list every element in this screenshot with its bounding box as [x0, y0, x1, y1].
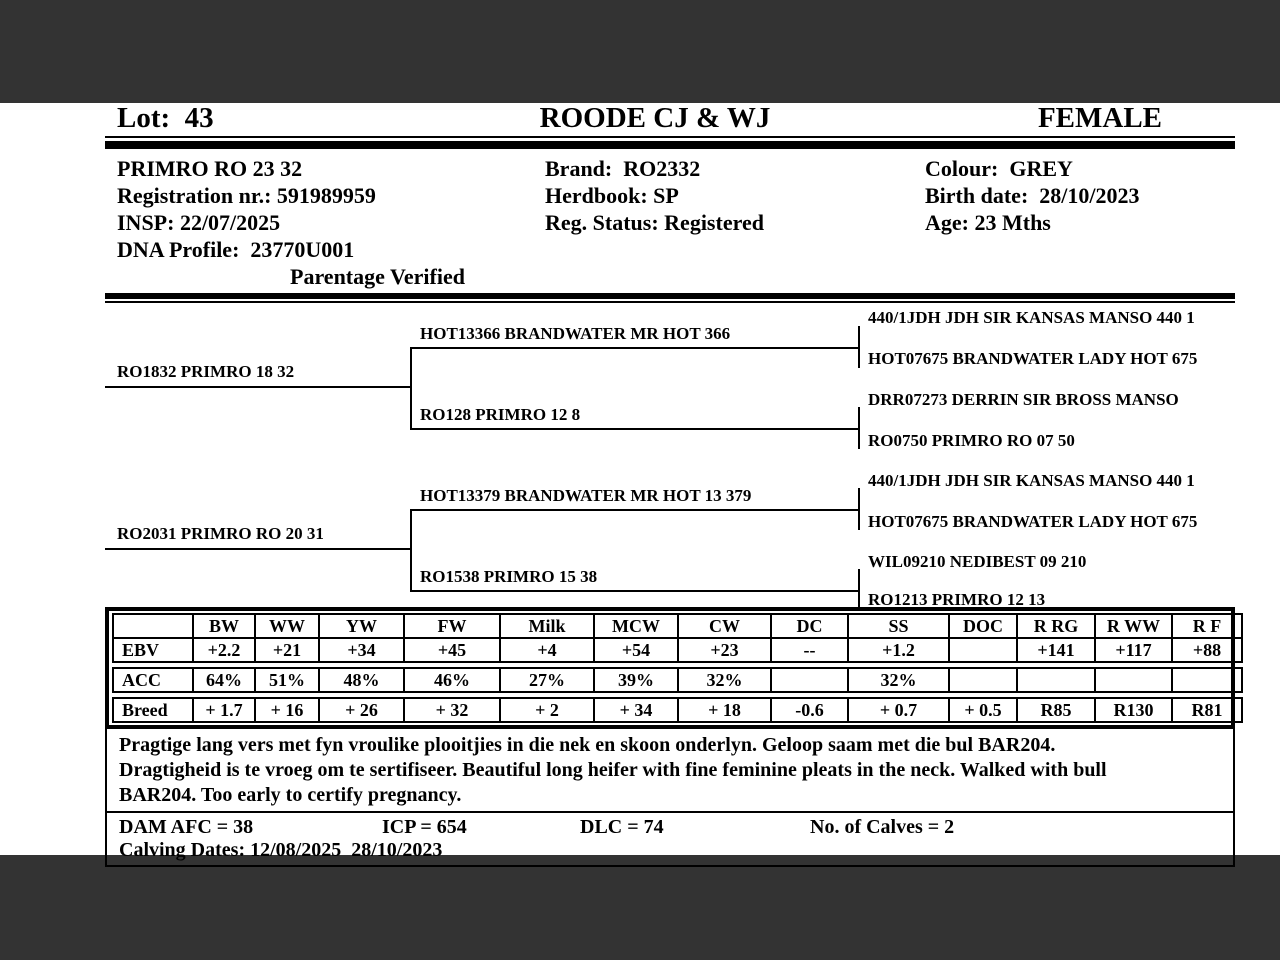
pedigree-dam-dam: RO1538 PRIMRO 15 38 — [420, 567, 598, 586]
pedigree-line — [410, 509, 412, 592]
catalog-page — [105, 103, 1235, 867]
pedigree-great-grandparent: 440/1JDH JDH SIR KANSAS MANSO 440 1 — [868, 471, 1195, 490]
acc-cell — [1172, 668, 1242, 692]
ebv-cell: +117 — [1095, 638, 1172, 662]
header-rule — [105, 136, 1235, 149]
age: Age: 23 Mths — [925, 210, 1051, 235]
acc-cell — [949, 668, 1017, 692]
breed-row-table — [112, 697, 1243, 723]
comment-line: Dragtigheid is te vroeg om te sertifiseer. Beautiful long heifer with fine feminine pleats in the neck. Walked with bull — [119, 759, 1107, 781]
lot-comments — [107, 729, 1233, 811]
pedigree-great-grandparent: HOT07675 BRANDWATER LADY HOT 675 — [868, 349, 1198, 368]
dam-icp: ICP = 654 — [382, 816, 467, 838]
registration-number: Registration nr.: 591989959 — [117, 183, 376, 208]
bottom-letterbox-band — [0, 855, 1280, 960]
animal-info-section — [105, 149, 1235, 293]
pedigree-dam: RO2031 PRIMRO RO 20 31 — [117, 524, 324, 543]
acc-cell — [771, 668, 848, 692]
column-header: R WW — [1095, 614, 1172, 638]
thick-rule — [105, 293, 1235, 299]
registration-status: Reg. Status: Registered — [545, 210, 764, 235]
ebv-header-and-ebv-row — [112, 613, 1243, 663]
pedigree-sire-sire: HOT13366 BRANDWATER MR HOT 366 — [420, 324, 731, 343]
breed-cell: + 1.7 — [193, 698, 255, 722]
brand: Brand: RO2332 — [545, 156, 701, 181]
page-header — [105, 103, 1235, 135]
pedigree-line — [105, 386, 412, 388]
column-header: MCW — [594, 614, 678, 638]
acc-cell: 48% — [319, 668, 404, 692]
breed-cell: + 26 — [319, 698, 404, 722]
acc-cell: 32% — [678, 668, 771, 692]
dam-statistics-row — [107, 813, 1233, 838]
table-row-ebv — [113, 638, 1242, 662]
dam-afc: DAM AFC = 38 — [119, 816, 254, 838]
breed-cell: + 16 — [255, 698, 319, 722]
pedigree-great-grandparent: HOT07675 BRANDWATER LADY HOT 675 — [868, 512, 1198, 531]
pedigree-sire-dam: RO128 PRIMRO 12 8 — [420, 405, 581, 424]
column-header: FW — [404, 614, 500, 638]
column-header: Milk — [500, 614, 594, 638]
pedigree-tree — [105, 303, 1235, 607]
column-header: R F — [1172, 614, 1242, 638]
ebv-cell: +34 — [319, 638, 404, 662]
colour: Colour: GREY — [925, 156, 1073, 181]
pedigree-great-grandparent: RO0750 PRIMRO RO 07 50 — [868, 431, 1075, 450]
inspection-date: INSP: 22/07/2025 — [117, 210, 281, 235]
breed-cell: + 0.7 — [848, 698, 949, 722]
notes-section — [105, 729, 1235, 867]
breed-cell: + 34 — [594, 698, 678, 722]
acc-cell: 32% — [848, 668, 949, 692]
pedigree-line — [858, 488, 860, 530]
pedigree-line — [410, 509, 860, 511]
breed-cell: + 2 — [500, 698, 594, 722]
ebv-cell: +2.2 — [193, 638, 255, 662]
breed-cell: R130 — [1095, 698, 1172, 722]
pedigree-great-grandparent: WIL09210 NEDIBEST 09 210 — [868, 552, 1087, 571]
info-column-3 — [925, 155, 1235, 290]
acc-cell — [1017, 668, 1095, 692]
acc-cell: 27% — [500, 668, 594, 692]
ebv-table-header-row — [113, 614, 1242, 638]
breed-cell: + 18 — [678, 698, 771, 722]
sex-label: FEMALE — [1037, 102, 1163, 134]
pedigree-line — [858, 407, 860, 449]
info-column-1 — [105, 155, 545, 290]
column-header: DC — [771, 614, 848, 638]
breeder-name: ROODE CJ & WJ — [539, 102, 771, 134]
pedigree-line — [410, 347, 412, 430]
birth-date: Birth date: 28/10/2023 — [925, 183, 1140, 208]
ebv-cell: +1.2 — [848, 638, 949, 662]
animal-name: PRIMRO RO 23 32 — [117, 156, 303, 181]
ebv-cell: +21 — [255, 638, 319, 662]
ebv-cell: +45 — [404, 638, 500, 662]
dam-dlc: DLC = 74 — [580, 816, 664, 838]
calving-dates: Calving Dates: 12/08/2025 28/10/2023 — [119, 839, 443, 861]
herdbook: Herdbook: SP — [545, 183, 679, 208]
pedigree-line — [858, 326, 860, 368]
column-header: BW — [193, 614, 255, 638]
breed-cell: R81 — [1172, 698, 1242, 722]
ebv-cell: +23 — [678, 638, 771, 662]
breed-cell: R85 — [1017, 698, 1095, 722]
ebv-table — [105, 607, 1235, 729]
comment-line: BAR204. Too early to certify pregnancy. — [119, 784, 462, 806]
column-header: DOC — [949, 614, 1017, 638]
column-header: CW — [678, 614, 771, 638]
table-row-breed — [113, 698, 1242, 722]
acc-cell: 64% — [193, 668, 255, 692]
pedigree-great-grandparent: 440/1JDH JDH SIR KANSAS MANSO 440 1 — [868, 308, 1195, 327]
ebv-cell: +88 — [1172, 638, 1242, 662]
top-letterbox-band — [0, 0, 1280, 103]
table-row-acc — [113, 668, 1242, 692]
acc-cell — [1095, 668, 1172, 692]
pedigree-line — [105, 548, 412, 550]
ebv-cell — [949, 638, 1017, 662]
pedigree-great-grandparent: DRR07273 DERRIN SIR BROSS MANSO — [868, 390, 1179, 409]
dam-number-of-calves: No. of Calves = 2 — [810, 816, 955, 838]
pedigree-dam-sire: HOT13379 BRANDWATER MR HOT 13 379 — [420, 486, 752, 505]
column-header: YW — [319, 614, 404, 638]
row-label: EBV — [113, 638, 193, 662]
ebv-cell: -- — [771, 638, 848, 662]
comment-line: Pragtige lang vers met fyn vroulike plooitjies in die nek en skoon onderlyn. Geloop saam met die bul BAR204. — [119, 734, 1056, 756]
thin-rule — [105, 136, 1235, 138]
pedigree-line — [410, 590, 860, 592]
breed-cell: -0.6 — [771, 698, 848, 722]
pedigree-sire: RO1832 PRIMRO 18 32 — [117, 362, 295, 381]
pedigree-line — [410, 428, 860, 430]
ebv-cell: +54 — [594, 638, 678, 662]
row-label: Breed — [113, 698, 193, 722]
column-header: SS — [848, 614, 949, 638]
dna-profile: DNA Profile: 23770U001 — [117, 237, 355, 262]
acc-cell: 46% — [404, 668, 500, 692]
parentage-verified: Parentage Verified — [290, 264, 465, 289]
column-header — [113, 614, 193, 638]
row-label: ACC — [113, 668, 193, 692]
acc-cell: 39% — [594, 668, 678, 692]
info-column-2 — [545, 155, 925, 290]
acc-cell: 51% — [255, 668, 319, 692]
pedigree-line — [410, 347, 860, 349]
ebv-cell: +4 — [500, 638, 594, 662]
breed-cell: + 0.5 — [949, 698, 1017, 722]
pedigree-great-grandparent: RO1213 PRIMRO 12 13 — [868, 590, 1046, 609]
pedigree-top-rule — [105, 293, 1235, 303]
breed-cell: + 32 — [404, 698, 500, 722]
lot-number: Lot: 43 — [117, 102, 214, 134]
column-header: R RG — [1017, 614, 1095, 638]
acc-row-table — [112, 667, 1243, 693]
ebv-cell: +141 — [1017, 638, 1095, 662]
column-header: WW — [255, 614, 319, 638]
thick-rule — [105, 141, 1235, 149]
pedigree-line — [858, 569, 860, 607]
